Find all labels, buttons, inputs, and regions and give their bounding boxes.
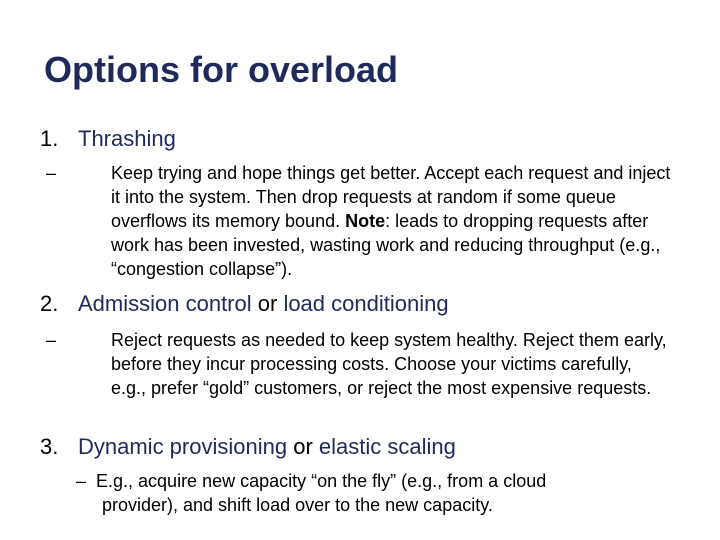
item-description-text: Reject requests as needed to keep system healthy. Reject them early, before they incur processing costs. Choose your victims carefully, e.g., prefer “gold” customers, or reject the most expensive requests. <box>111 330 667 398</box>
item-number: 1. <box>40 126 59 151</box>
item-heading-conjunction: or <box>287 434 319 459</box>
item-heading-primary: Admission control <box>78 291 252 316</box>
note-label: Note <box>345 211 386 231</box>
description-line: E.g., acquire new capacity “on the fly” (e.g., from a cloud <box>96 471 547 491</box>
item-heading-admission-control <box>40 290 449 318</box>
item-heading-primary: Thrashing <box>78 126 176 151</box>
bullet-dash: – <box>46 163 57 183</box>
item-heading-conjunction: or <box>251 291 284 316</box>
bullet-dash: – <box>76 471 87 491</box>
description-part: Keep trying and hope things get better. Accept each request and inject it into the system. Then drop requests at random if some queue overflows its memory bound. <box>111 163 671 231</box>
item-heading-thrashing <box>40 125 176 153</box>
item-description-admission-control <box>46 328 676 426</box>
item-description-text <box>111 161 671 281</box>
item-heading-secondary: elastic scaling <box>318 434 456 459</box>
item-description-dynamic-provisioning <box>76 469 636 517</box>
item-heading-dynamic-provisioning <box>40 433 456 461</box>
description-part: : leads to dropping requests after work has been invested, wasting work and reducing throughput (e.g., “congestion collapse”). <box>111 211 661 279</box>
item-heading-secondary: load conditioning <box>283 291 449 316</box>
bullet-dash: – <box>46 330 57 350</box>
item-number: 3. <box>40 434 59 459</box>
item-description-thrashing <box>46 161 676 283</box>
item-heading-primary: Dynamic provisioning <box>78 434 288 459</box>
description-line: provider), and shift load over to the new capacity. <box>102 495 493 515</box>
item-number: 2. <box>40 291 59 316</box>
slide-title: Options for overload <box>44 49 399 90</box>
